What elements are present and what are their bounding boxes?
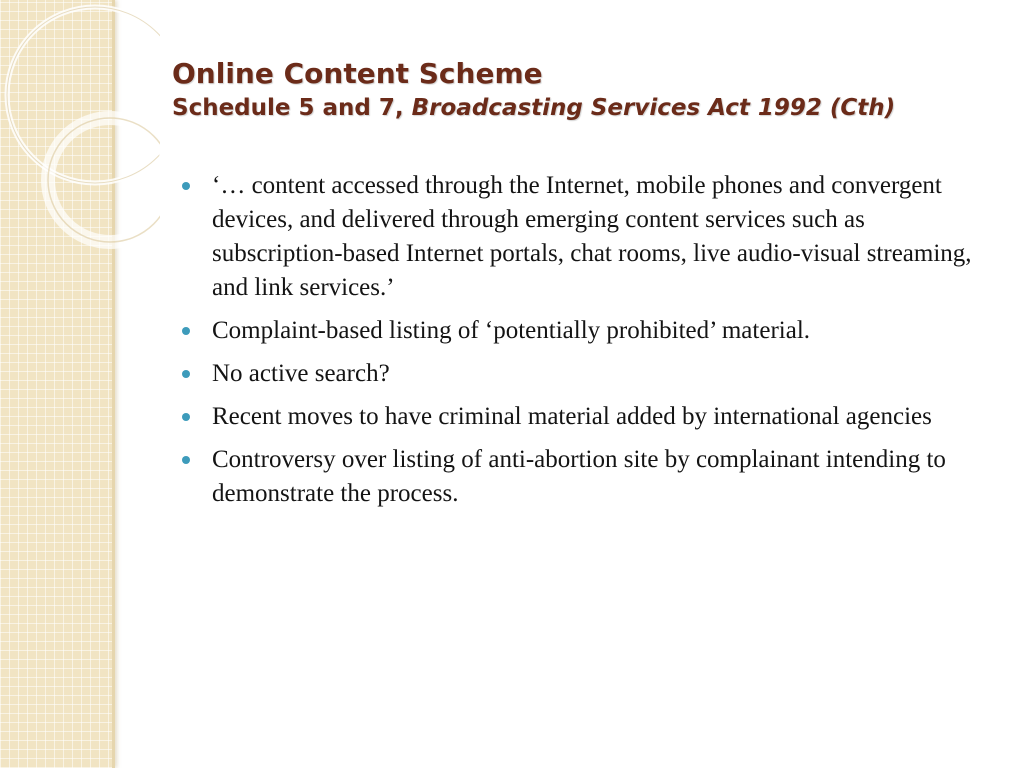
bullet-text: ‘… content accessed through the Internet, mobile phones and convergent devices, and delivered through emerging content services such as subscription-based Internet portals, chat rooms, live audio-visual streaming, and link services.’: [212, 172, 972, 301]
bullet-item: [180, 443, 988, 511]
bullet-dot-icon: [182, 413, 190, 421]
bullet-dot-icon: [182, 182, 190, 190]
slide-title-block: [172, 56, 992, 124]
slide-title: Online Content Scheme: [172, 57, 543, 90]
bullet-dot-icon: [182, 370, 190, 378]
bullet-item: [180, 357, 988, 391]
bullet-text: Controversy over listing of anti-abortion site by complainant intending to demonstrate the process.: [212, 446, 946, 507]
bullet-text: Recent moves to have criminal material added by international agencies: [212, 403, 932, 430]
bullet-dot-icon: [182, 456, 190, 464]
decorative-circles-icon: [0, 0, 160, 300]
subtitle-plain: Schedule 5 and 7,: [172, 95, 412, 121]
decorative-side-panel: [0, 0, 115, 768]
bullet-item: [180, 400, 988, 434]
bullet-list: [180, 169, 988, 520]
slide-subtitle: [172, 92, 992, 124]
bullet-text: Complaint-based listing of ‘potentially prohibited’ material.: [212, 317, 811, 344]
bullet-item: [180, 169, 988, 305]
bullet-text: No active search?: [212, 360, 390, 387]
bullet-item: [180, 314, 988, 348]
bullet-dot-icon: [182, 327, 190, 335]
subtitle-act-name: Broadcasting Services Act 1992 (Cth): [411, 95, 896, 121]
